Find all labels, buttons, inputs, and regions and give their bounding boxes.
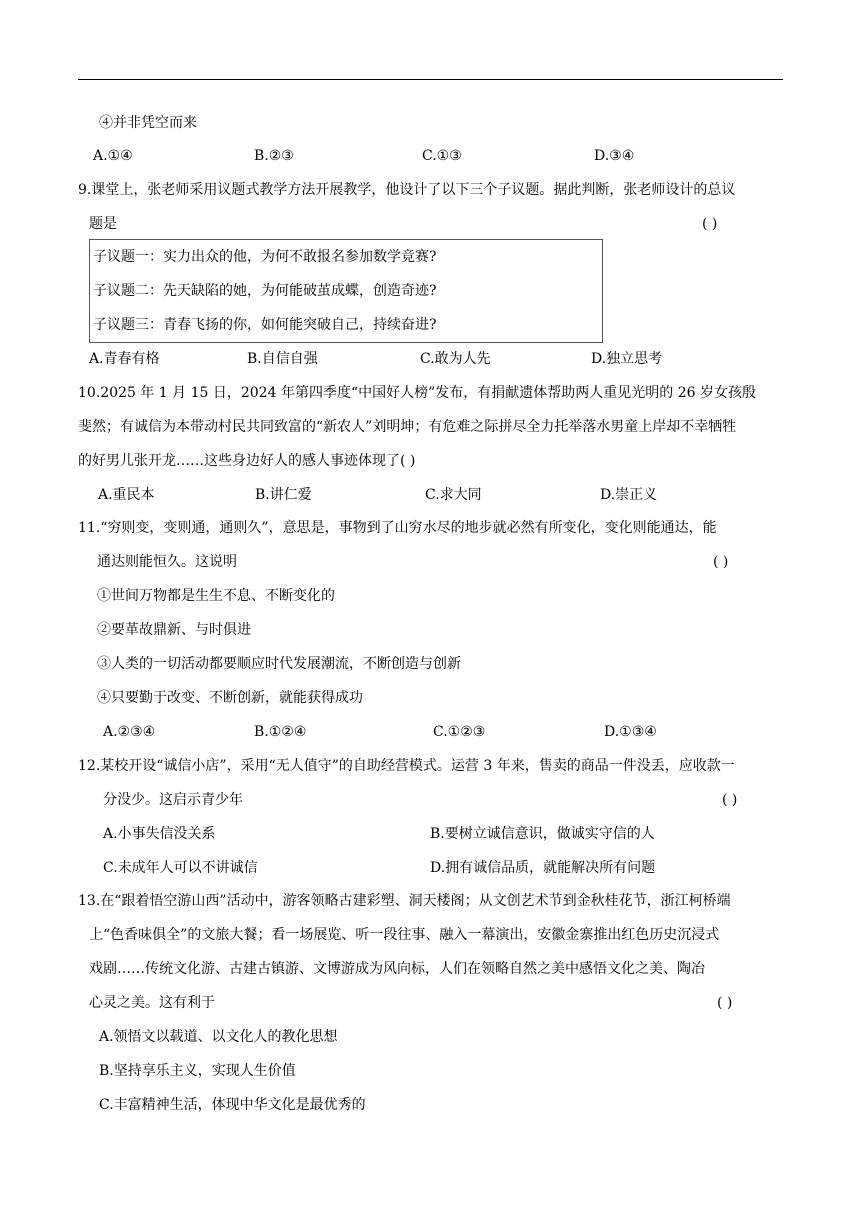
q10-option-c: C.求大同	[425, 487, 482, 503]
q13-stem-line-4: 心灵之美。这有利于	[89, 995, 215, 1011]
q9-answer-paren: ( )	[702, 216, 718, 232]
q9-option-b: B.自信自强	[247, 351, 318, 367]
q10-stem-line-1: 10.2025 年 1 月 15 日，2024 年第四季度“中国好人榜”发布，有捐献遗体帮助两人重见光明的 26 岁女孩殷	[78, 385, 756, 401]
q8-option-d: D.③④	[594, 148, 635, 164]
q12-option-a: A.小事失信没关系	[103, 826, 216, 842]
q10-stem-line-3: 的好男儿张开龙……这些身边好人的感人事迹体现了( )	[78, 453, 416, 469]
q8-statement-4: ④并非凭空而来	[99, 115, 197, 131]
q11-option-a: A.②③④	[103, 724, 156, 740]
q13-option-a: A.领悟文以载道、以文化人的教化思想	[99, 1029, 338, 1045]
q12-option-d: D.拥有诚信品质，就能解决所有问题	[430, 860, 656, 876]
q11-statement-2: ②要革故鼎新、与时俱进	[97, 622, 251, 638]
header-rule	[78, 79, 783, 80]
q9-option-a: A.青春有格	[89, 351, 160, 367]
q12-option-b: B.要树立诚信意识，做诚实守信的人	[430, 826, 655, 842]
q13-option-b: B.坚持享乐主义，实现人生价值	[99, 1063, 296, 1079]
q12-stem-line-2: 分没少。这启示青少年	[103, 792, 243, 808]
q12-option-c: C.未成年人可以不讲诚信	[103, 860, 258, 876]
q11-statement-3: ③人类的一切活动都要顺应时代发展潮流，不断创造与创新	[97, 656, 461, 672]
q9-option-c: C.敢为人先	[420, 351, 491, 367]
q11-statement-1: ①世间万物都是生生不息、不断变化的	[97, 588, 335, 604]
q13-stem-line-1: 13.在“跟着悟空游山西”活动中，游客领略古建彩塑、洞天楼阁；从文创艺术节到金秋桂花节，浙江柯桥端	[78, 893, 731, 909]
q12-answer-paren: ( )	[722, 792, 738, 808]
q13-stem-line-2: 上“色香味俱全”的文旅大餐；看一场展览、听一段往事、融入一幕演出，安徽金寨推出红色历史沉浸式	[89, 927, 720, 943]
q8-option-a: A.①④	[93, 148, 133, 164]
q9-sub-topic-1: 子议题一：实力出众的他，为何不敢报名参加数学竞赛?	[93, 249, 437, 265]
q11-stem-line-2: 通达则能恒久。这说明	[97, 554, 237, 570]
q11-option-c: C.①②③	[433, 724, 486, 740]
q9-sub-topic-2: 子议题二：先天缺陷的她，为何能破茧成蝶，创造奇迹?	[93, 283, 437, 299]
q9-sub-topic-3: 子议题三：青春飞扬的你，如何能突破自己，持续奋进?	[93, 317, 437, 333]
q10-option-a: A.重民本	[98, 487, 155, 503]
q8-option-c: C.①③	[422, 148, 462, 164]
q11-statement-4: ④只要勤于改变、不断创新，就能获得成功	[97, 690, 363, 706]
q13-option-c: C.丰富精神生活，体现中华文化是最优秀的	[99, 1097, 366, 1113]
q10-option-b: B.讲仁爱	[255, 487, 312, 503]
q13-answer-paren: ( )	[717, 995, 733, 1011]
q10-option-d: D.崇正义	[600, 487, 658, 503]
q12-stem-line-1: 12.某校开设“诚信小店”，采用“无人值守”的自助经营模式。运营 3 年来，售卖的商品一件没丢，应收款一	[78, 758, 735, 774]
q11-option-b: B.①②④	[254, 724, 307, 740]
q11-stem-line-1: 11.“穷则变，变则通，通则久”，意思是，事物到了山穷水尽的地步就必然有所变化，变化则能通达，能	[78, 520, 717, 536]
q11-answer-paren: ( )	[713, 554, 729, 570]
q10-stem-line-2: 斐然；有诚信为本带动村民共同致富的“新农人”刘明坤；有危难之际拼尽全力托举落水男童上岸却不幸牺牲	[78, 419, 737, 435]
q9-stem-line-2: 题是	[89, 216, 117, 232]
q13-stem-line-3: 戏剧……传统文化游、古建古镇游、文博游成为风向标，人们在领略自然之美中感悟文化之美、陶冶	[89, 961, 705, 977]
q9-option-d: D.独立思考	[591, 351, 663, 367]
q8-option-b: B.②③	[254, 148, 294, 164]
q11-option-d: D.①③④	[604, 724, 657, 740]
q9-stem-line-1: 9.课堂上，张老师采用议题式教学方法开展教学，他设计了以下三个子议题。据此判断，张老师设计的总议	[78, 182, 736, 198]
